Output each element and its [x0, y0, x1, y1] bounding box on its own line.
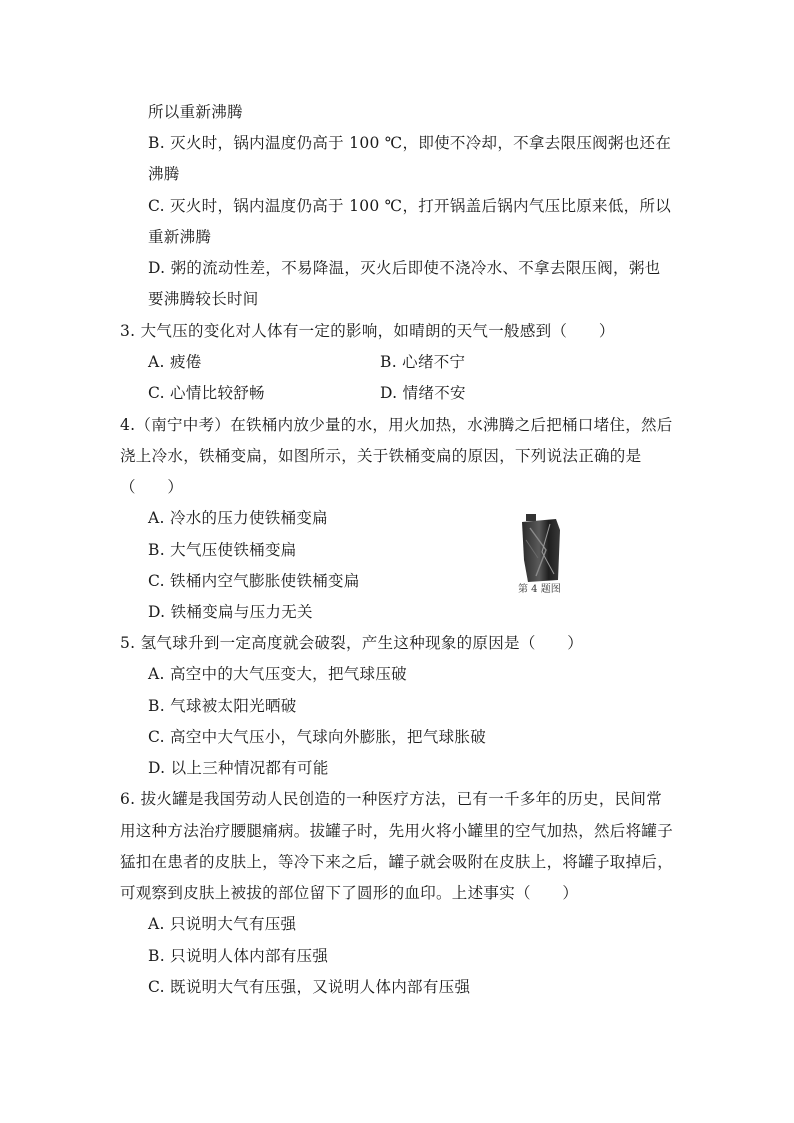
continuation-text: 所以重新沸腾 [148, 103, 243, 121]
q3-option-d: D. 情绪不安 [380, 384, 466, 402]
q3-option-a: A. 疲倦 [148, 353, 202, 371]
q4-option-b: B. 大气压使铁桶变扁 [148, 541, 297, 559]
figure-caption: 第 4 题图 [518, 584, 561, 595]
q4-stem-line3: （ ） [120, 478, 184, 496]
q5-option-d: D. 以上三种情况都有可能 [148, 759, 329, 777]
q6-stem-line4: 可观察到皮肤上被拔的部位留下了圆形的血印。上述事实（ ） [120, 884, 579, 902]
q2-option-d: D. 粥的流动性差，不易降温，灭火后即使不浇冷水、不拿去限压阀，粥也 [148, 259, 661, 277]
q5-stem: 5. 氢气球升到一定高度就会破裂，产生这种现象的原因是（ ） [120, 634, 584, 652]
q5-option-a: A. 高空中的大气压变大，把气球压破 [148, 665, 407, 683]
bucket-body [522, 519, 560, 582]
q6-option-c: C. 既说明大气有压强，又说明人体内部有压强 [148, 978, 471, 996]
q3-option-c: C. 心情比较舒畅 [148, 384, 265, 402]
q6-option-a: A. 只说明大气有压强 [148, 915, 297, 933]
bucket-cap [526, 514, 536, 521]
q3-option-b: B. 心绪不宁 [380, 353, 466, 371]
q3-stem: 3. 大气压的变化对人体有一定的影响，如晴朗的天气一般感到（ ） [120, 322, 615, 340]
q5-option-c: C. 高空中大气压小，气球向外膨胀，把气球胀破 [148, 728, 487, 746]
q6-option-b: B. 只说明人体内部有压强 [148, 947, 329, 965]
q2-option-b-cont: 沸腾 [148, 165, 180, 183]
q4-stem-line1: 4.（南宁中考）在铁桶内放少量的水，用火加热，水沸腾之后把桶口堵住，然后 [120, 416, 673, 434]
q2-option-c-cont: 重新沸腾 [148, 228, 212, 246]
q4-stem-line2: 浇上冷水，铁桶变扁，如图所示，关于铁桶变扁的原因，下列说法正确的是 [120, 447, 642, 465]
q4-option-c: C. 铁桶内空气膨胀使铁桶变扁 [148, 572, 360, 590]
q4-option-d: D. 铁桶变扁与压力无关 [148, 603, 313, 621]
q6-stem-line3: 猛扣在患者的皮肤上，等冷下来之后，罐子就会吸附在皮肤上，将罐子取掉后， [120, 853, 674, 871]
q6-stem-line1: 6. 拔火罐是我国劳动人民创造的一种医疗方法，已有一千多年的历史，民间常 [120, 790, 663, 808]
q4-option-a: A. 冷水的压力使铁桶变扁 [148, 509, 328, 527]
q2-option-d-cont: 要沸腾较长时间 [148, 290, 259, 308]
q6-stem-line2: 用这种方法治疗腰腿痛病。拔罐子时，先用火将小罐里的空气加热，然后将罐子 [120, 822, 674, 840]
q2-option-c: C. 灭火时，锅内温度仍高于 100 ℃，打开锅盖后锅内气压比原来低，所以 [148, 197, 672, 215]
q5-option-b: B. 气球被太阳光晒破 [148, 697, 297, 715]
q2-option-b: B. 灭火时，锅内温度仍高于 100 ℃，即使不冷却，不拿去限压阀粥也还在 [148, 134, 672, 152]
